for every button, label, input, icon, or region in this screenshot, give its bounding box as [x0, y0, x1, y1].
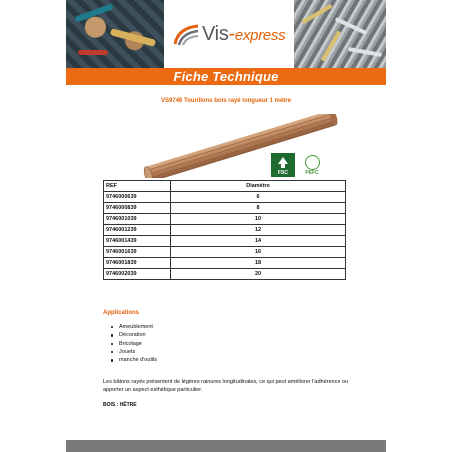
- table-row: [104, 225, 346, 236]
- tool-shape: [110, 28, 156, 47]
- workbench-photo: [66, 0, 164, 68]
- ref-cell: 9746000839: [104, 203, 171, 214]
- screws-photo: [294, 0, 386, 68]
- brand-name-separator: -: [228, 23, 235, 45]
- column-header-ref: REF: [104, 181, 171, 192]
- screw-shape: [301, 4, 332, 24]
- table-row: [104, 236, 346, 247]
- brand-name-main: Vis: [202, 23, 229, 45]
- diameter-cell: 6: [171, 192, 346, 203]
- applications-heading: Applications: [103, 310, 140, 316]
- table-row: [104, 214, 346, 225]
- header: [66, 0, 386, 84]
- tool-shape: [78, 50, 108, 55]
- column-header-diameter: Diamètre: [171, 181, 346, 192]
- material-label: BOIS : HÊTRE: [103, 402, 137, 408]
- footer-bar: [66, 440, 386, 452]
- table-row: [104, 247, 346, 258]
- list-item: Jouets: [119, 348, 157, 356]
- screw-shape: [348, 47, 382, 57]
- tree-icon: [276, 156, 290, 169]
- diameter-cell: 16: [171, 247, 346, 258]
- ref-cell: 9746000639: [104, 192, 171, 203]
- brand-name-suffix: express: [234, 27, 286, 44]
- technical-sheet-page: [66, 0, 386, 452]
- ref-cell: 9746002039: [104, 269, 171, 280]
- ref-cell: 9746001039: [104, 214, 171, 225]
- table-row: [104, 258, 346, 269]
- diameter-cell: 20: [171, 269, 346, 280]
- product-description: Les bâtons rayés présentent de légères rainures longitudinales, ce qui peut améliorer l'adhérence ou apporter un aspect esthétique particulier.: [103, 379, 349, 393]
- fsc-label: FSC: [278, 170, 288, 176]
- product-title: VS9746 Tourillons bois rayé longueur 1 mètre: [161, 98, 291, 104]
- tool-shape: [74, 3, 114, 22]
- diameter-cell: 18: [171, 258, 346, 269]
- list-item: manche d'outils: [119, 357, 158, 364]
- list-item: Décoration: [119, 331, 157, 339]
- diameter-cell: 12: [171, 225, 346, 236]
- screw-shape: [321, 30, 341, 61]
- table-row: [104, 203, 346, 214]
- diameter-cell: 14: [171, 236, 346, 247]
- ref-cell: 9746001439: [104, 236, 171, 247]
- table-header-row: [104, 181, 346, 192]
- fsc-logo: [271, 153, 295, 177]
- list-item: Ameublement: [119, 323, 157, 331]
- page-title: Fiche Technique: [66, 68, 386, 85]
- pefc-circle-icon: [305, 155, 320, 170]
- ref-cell: 9746001239: [104, 225, 171, 236]
- ref-cell: 9746001639: [104, 247, 171, 258]
- list-item: Bricolage: [119, 340, 157, 348]
- diameter-cell: 10: [171, 214, 346, 225]
- ref-cell: 9746001839: [104, 258, 171, 269]
- table-row: [104, 269, 346, 280]
- pefc-logo: [300, 153, 324, 177]
- brand-logo: [164, 0, 294, 68]
- pefc-label: PEFC: [305, 170, 319, 176]
- reference-table: [103, 180, 346, 280]
- applications-list: [103, 323, 157, 364]
- diameter-cell: 8: [171, 203, 346, 214]
- table-row: [104, 192, 346, 203]
- brand-swoosh-icon: [174, 24, 200, 46]
- brand-name: [202, 22, 285, 48]
